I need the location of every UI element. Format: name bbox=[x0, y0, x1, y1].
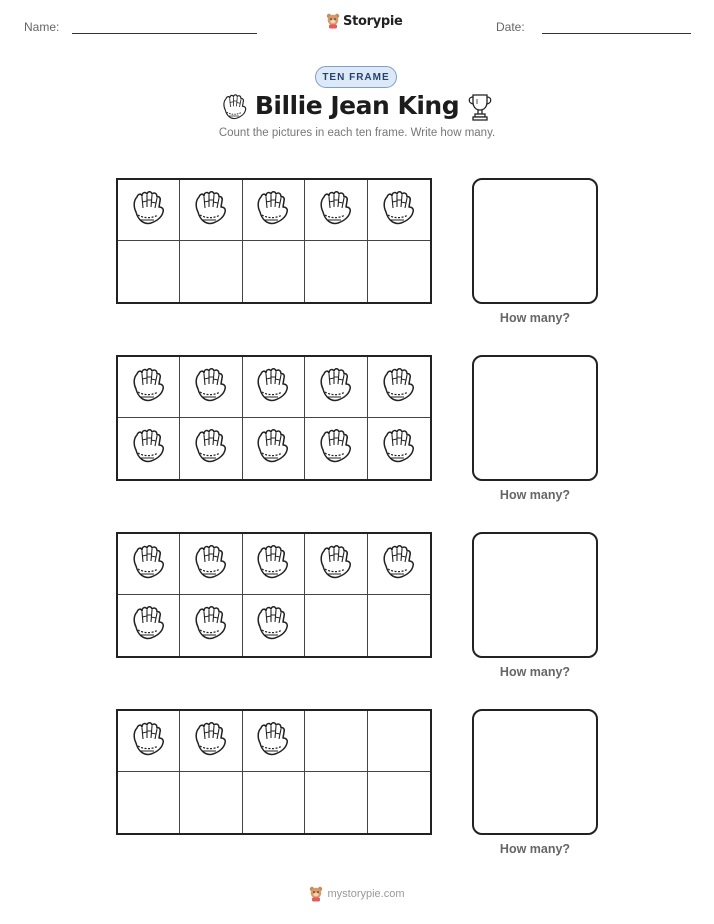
ten-frame bbox=[116, 709, 432, 835]
baseball-glove-icon bbox=[316, 426, 356, 471]
how-many-label: How many? bbox=[499, 665, 571, 679]
ten-frame-cell bbox=[305, 595, 367, 656]
date-label: Date: bbox=[496, 20, 525, 34]
page-title: Billie Jean King bbox=[254, 91, 460, 120]
ten-frame-cell bbox=[180, 418, 242, 479]
ten-frame-cell bbox=[243, 180, 305, 241]
ten-frame-cell bbox=[118, 772, 180, 833]
ten-frame-cell bbox=[368, 418, 430, 479]
baseball-glove-icon bbox=[253, 603, 293, 648]
ten-frame-cell bbox=[118, 534, 180, 595]
baseball-glove-icon bbox=[129, 188, 169, 233]
ten-frame bbox=[116, 355, 432, 481]
ten-frame bbox=[116, 532, 432, 658]
baseball-glove-icon bbox=[316, 365, 356, 410]
instructions: Count the pictures in each ten frame. Write how many. bbox=[218, 127, 496, 139]
ten-frame-cell bbox=[368, 534, 430, 595]
baseball-glove-icon bbox=[253, 365, 293, 410]
baseball-glove-icon bbox=[129, 365, 169, 410]
how-many-label: How many? bbox=[499, 311, 571, 325]
ten-frame-cell bbox=[118, 241, 180, 302]
baseball-glove-icon bbox=[191, 603, 231, 648]
ten-frame-cell bbox=[118, 418, 180, 479]
ten-frame-cell bbox=[180, 711, 242, 772]
baseball-glove-icon bbox=[191, 365, 231, 410]
baseball-glove-icon bbox=[316, 542, 356, 587]
baseball-glove-icon bbox=[379, 365, 419, 410]
ten-frame-cell bbox=[305, 711, 367, 772]
baseball-glove-icon bbox=[253, 426, 293, 471]
baseball-glove-icon bbox=[129, 542, 169, 587]
ten-frame-cell bbox=[180, 241, 242, 302]
answer-box[interactable] bbox=[472, 532, 598, 658]
footer bbox=[0, 886, 714, 902]
answer-box[interactable] bbox=[472, 178, 598, 304]
baseball-glove-icon bbox=[191, 542, 231, 587]
ten-frame-cell bbox=[180, 357, 242, 418]
ten-frame-cell bbox=[305, 357, 367, 418]
ten-frame-cell bbox=[243, 534, 305, 595]
ten-frame-cell bbox=[243, 595, 305, 656]
brand-logo bbox=[326, 13, 403, 29]
ten-frame-cell bbox=[368, 711, 430, 772]
ten-frame-cell bbox=[243, 241, 305, 302]
date-line[interactable] bbox=[542, 33, 691, 34]
footer-site: mystorypie.com bbox=[327, 888, 405, 900]
baseball-glove-icon bbox=[253, 719, 293, 764]
ten-frame-cell bbox=[368, 241, 430, 302]
ten-frame-cell bbox=[180, 180, 242, 241]
answer-box[interactable] bbox=[472, 709, 598, 835]
baseball-glove-icon bbox=[191, 719, 231, 764]
ten-frame-cell bbox=[180, 772, 242, 833]
ten-frame-cell bbox=[368, 772, 430, 833]
baseball-glove-icon bbox=[316, 188, 356, 233]
bear-mascot-icon bbox=[326, 13, 340, 29]
ten-frame-cell bbox=[118, 595, 180, 656]
baseball-glove-icon bbox=[191, 426, 231, 471]
ten-frame-cell bbox=[243, 418, 305, 479]
ten-frame-cell bbox=[368, 357, 430, 418]
ten-frame-cell bbox=[305, 534, 367, 595]
ten-frame-cell bbox=[243, 357, 305, 418]
ten-frame-badge: TEN FRAME bbox=[315, 66, 397, 88]
name-line[interactable] bbox=[72, 33, 257, 34]
how-many-label: How many? bbox=[499, 488, 571, 502]
baseball-glove-icon bbox=[379, 426, 419, 471]
trophy-icon bbox=[465, 92, 495, 127]
ten-frame-cell bbox=[305, 241, 367, 302]
ten-frame-cell bbox=[180, 534, 242, 595]
ten-frame-cell bbox=[243, 772, 305, 833]
ten-frame-cell bbox=[305, 180, 367, 241]
ten-frame-cell bbox=[118, 180, 180, 241]
baseball-glove-icon bbox=[379, 542, 419, 587]
baseball-glove-icon bbox=[129, 426, 169, 471]
ten-frame bbox=[116, 178, 432, 304]
name-label: Name: bbox=[24, 20, 60, 34]
ten-frame-cell bbox=[118, 711, 180, 772]
ten-frame-cell bbox=[368, 180, 430, 241]
ten-frame-cell bbox=[180, 595, 242, 656]
brand-name: Storypie bbox=[343, 13, 403, 29]
baseball-glove-icon bbox=[253, 542, 293, 587]
ten-frame-cell bbox=[243, 711, 305, 772]
bear-mascot-icon bbox=[309, 886, 323, 902]
baseball-glove-icon bbox=[191, 188, 231, 233]
baseball-glove-icon bbox=[129, 603, 169, 648]
ten-frame-cell bbox=[118, 357, 180, 418]
baseball-glove-icon bbox=[129, 719, 169, 764]
baseball-glove-icon bbox=[253, 188, 293, 233]
baseball-glove-icon bbox=[379, 188, 419, 233]
ten-frame-cell bbox=[368, 595, 430, 656]
answer-box[interactable] bbox=[472, 355, 598, 481]
how-many-label: How many? bbox=[499, 842, 571, 856]
ten-frame-cell bbox=[305, 418, 367, 479]
ten-frame-cell bbox=[305, 772, 367, 833]
